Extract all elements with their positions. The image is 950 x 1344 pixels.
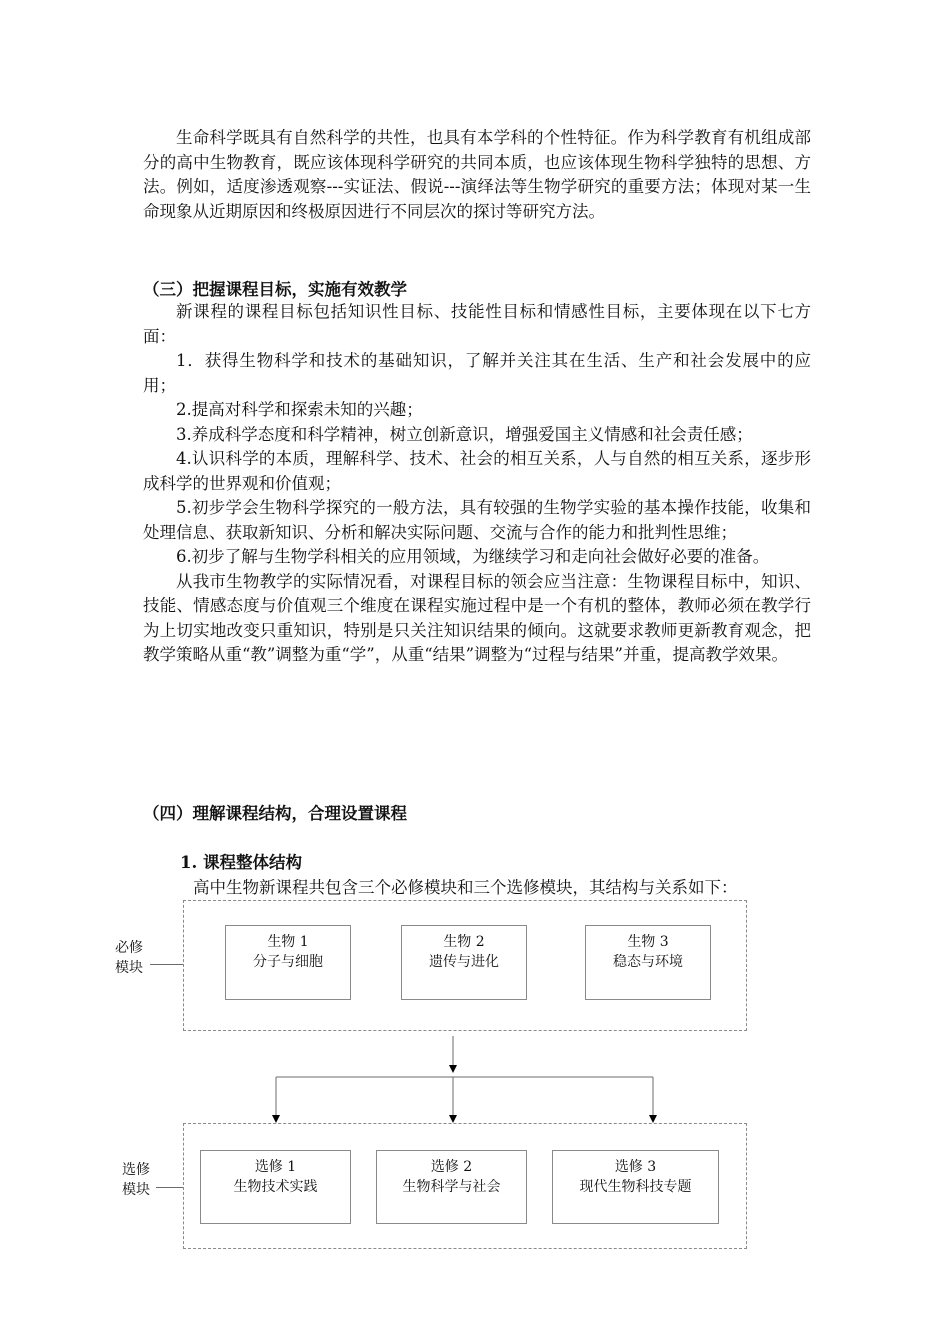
section-4-heading: （四）理解课程结构，合理设置课程: [143, 804, 407, 823]
elective-modules-label: [116, 1160, 156, 1200]
module-title: 生物 3: [627, 934, 669, 950]
structure-intro: 高中生物新课程共包含三个必修模块和三个选修模块，其结构与关系如下：: [193, 878, 738, 897]
elective-label-connector: [156, 1187, 183, 1188]
section-3-body: [143, 300, 811, 668]
module-box-bio-2: [401, 925, 527, 1000]
intro-paragraph-block: [143, 126, 811, 224]
goal-item-2: 2.提高对科学和探索未知的兴趣；: [176, 400, 423, 419]
module-title: 生物 1: [267, 934, 309, 950]
module-subtitle: 遗传与进化: [429, 954, 499, 970]
goal-item-4: 4.认识科学的本质，理解科学、技术、社会的相互关系，人与自然的相互关系，逐步形成科学的世界观和价值观；: [143, 449, 811, 493]
elective-label-line-2: 模块: [122, 1182, 150, 1198]
module-subtitle: 生物科学与社会: [402, 1179, 501, 1195]
goal-item-6: 6.初步了解与生物学科相关的应用领域，为继续学习和走向社会做好必要的准备。: [176, 547, 770, 566]
module-box-elective-1: [200, 1150, 351, 1224]
module-subtitle: 稳态与环境: [613, 954, 683, 970]
required-modules-label: [109, 938, 149, 978]
module-title: 选修 3: [614, 1159, 657, 1175]
goal-item-1: 1．获得生物科学和技术的基础知识，了解并关注其在生活、生产和社会发展中的应用；: [143, 351, 811, 395]
module-title: 选修 1: [254, 1159, 297, 1175]
module-subtitle: 分子与细胞: [253, 954, 323, 970]
goal-item-3: 3.养成科学态度和科学精神，树立创新意识，增强爱国主义情感和社会责任感；: [176, 424, 753, 444]
module-subtitle: 生物技术实践: [233, 1179, 318, 1195]
module-box-bio-1: [225, 925, 351, 1000]
required-label-line-2: 模块: [115, 960, 143, 976]
module-box-elective-3: [552, 1150, 719, 1224]
section-3-closing: 从我市生物教学的实际情况看，对课程目标的领会应当注意：生物课程目标中，知识、技能、情感态度与价值观三个维度在课程实施过程中是一个有机的整体，教师必须在教学行为上切实地改变只重知识，特别是只关注知识结果的倾向。这就要求教师更新教育观念，把教学策略从重“教”调整为重“学”，从重“结果”调整为“过程与结果”并重，提高教学效果。: [143, 571, 811, 664]
elective-label-line-1: 选修: [122, 1162, 150, 1178]
required-label-connector: [150, 964, 183, 965]
module-title: 生物 2: [443, 934, 485, 950]
intro-paragraph: 生命科学既具有自然科学的共性，也具有本学科的个性特征。作为科学教育有机组成部分的高中生物教育，既应该体现科学研究的共同本质，也应该体现生物科学独特的思想、方法。例如，适度渗透观察---实证法、假说---演绎法等生物学研究的重要方法；体现对某一生命现象从近期原因和终极原因进行不同层次的探讨等研究方法。: [143, 128, 811, 221]
goal-item-5: 5.初步学会生物科学探究的一般方法，具有较强的生物学实验的基本操作技能，收集和处理信息、获取新知识、分析和解决实际问题、交流与合作的能力和批判性思维；: [143, 498, 811, 542]
section-4-subheading: 1. 课程整体结构: [180, 853, 302, 872]
module-box-elective-2: [376, 1150, 527, 1224]
required-label-line-1: 必修: [115, 940, 143, 956]
section-3-heading: （三）把握课程目标，实施有效教学: [143, 280, 407, 299]
module-subtitle: 现代生物科技专题: [579, 1179, 692, 1195]
module-box-bio-3: [585, 925, 711, 1000]
module-title: 选修 2: [430, 1159, 473, 1175]
section-3-lead: 新课程的课程目标包括知识性目标、技能性目标和情感性目标，主要体现在以下七方面：: [143, 302, 811, 346]
